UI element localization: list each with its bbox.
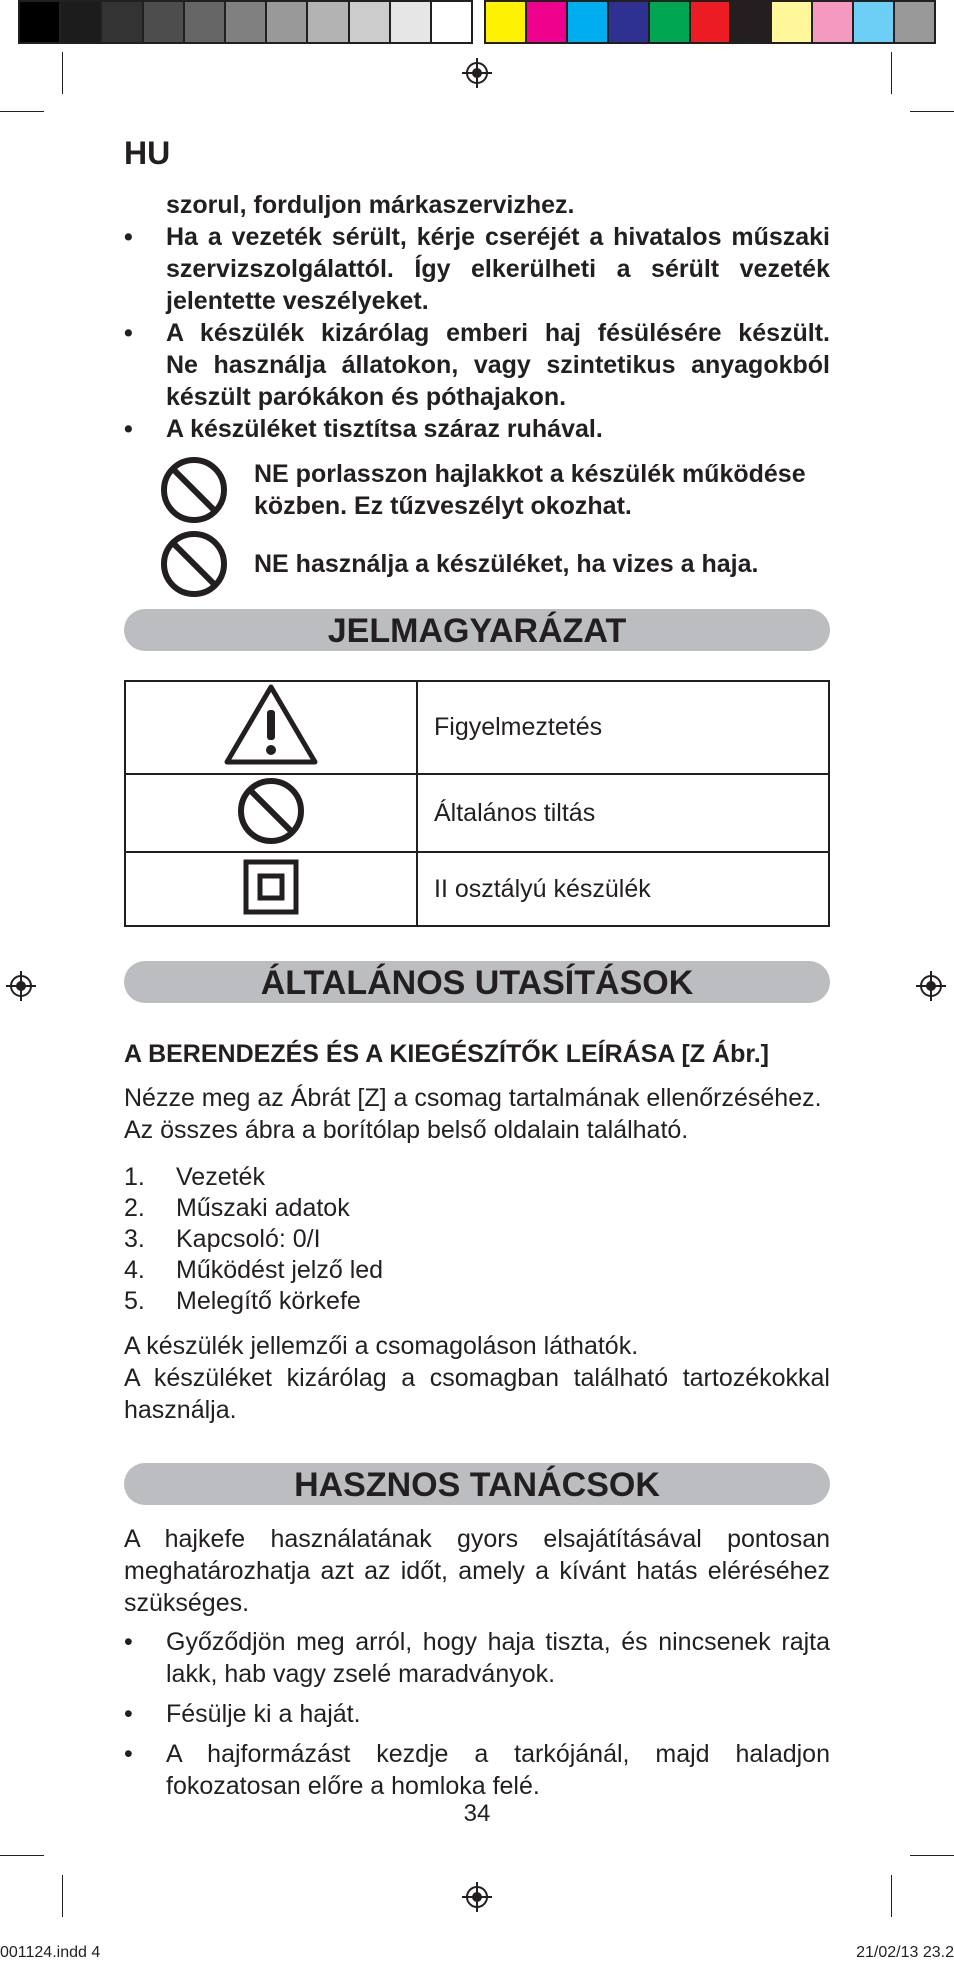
note-line: A készüléket kizárólag a csomagban található tartozékokkal használja. — [124, 1364, 830, 1424]
prohibition-icon — [237, 777, 305, 845]
section-title-general: ÁLTALÁNOS UTASÍTÁSOK — [124, 961, 830, 1003]
note-line: A készülék jellemzői a csomagoláson láthatók. — [124, 1332, 639, 1360]
color-swatch — [350, 2, 391, 42]
list-item: 3. Kapcsoló: 0/I — [124, 1225, 321, 1253]
class-ii-double-square-icon — [243, 859, 299, 915]
language-code: HU — [124, 135, 171, 171]
safety-text — [124, 189, 830, 445]
color-swatch — [650, 2, 691, 42]
tips-list — [124, 1626, 830, 1810]
list-item: • Fésülje ki a haját. — [124, 1700, 361, 1728]
list-item: • Győződjön meg arról, hogy haja tiszta, és nincsenek rajta lakk, hab vagy zselé maradványok. — [124, 1628, 830, 1688]
registration-mark-icon — [6, 971, 36, 1001]
list-item: 5. Melegítő körkefe — [124, 1287, 361, 1315]
section-title-tips: HASZNOS TANÁCSOK — [124, 1463, 830, 1505]
color-swatch — [308, 2, 349, 42]
crop-mark — [0, 111, 44, 112]
continuation-line: szorul, forduljon márkaszervizhez. — [166, 191, 575, 219]
crop-mark — [910, 111, 954, 112]
bullet-icon: • — [124, 319, 133, 347]
bullet-icon: • — [124, 1740, 133, 1768]
notes — [124, 1330, 830, 1426]
color-swatch — [144, 2, 185, 42]
color-swatch — [267, 2, 308, 42]
list-item: 4. Működést jelző led — [124, 1256, 384, 1284]
bullet-icon: • — [124, 223, 133, 251]
gray-color-bar — [18, 0, 473, 44]
warning-line: NE porlasszon hajlakkot a készülék működése — [254, 460, 806, 488]
list-item — [124, 413, 830, 445]
crop-mark — [0, 1855, 44, 1856]
page-number: 34 — [463, 1800, 491, 1827]
list-item: 1. Vezeték — [124, 1163, 265, 1191]
registration-mark-icon — [916, 971, 946, 1001]
table-cell-label: Általános tiltás — [417, 774, 829, 852]
line: A készülék kizárólag emberi haj fésülésére készült. — [166, 319, 830, 347]
table-cell-icon — [125, 681, 417, 774]
parts-list — [124, 1162, 830, 1317]
table-row — [125, 681, 829, 774]
registration-mark-icon — [462, 58, 492, 88]
color-swatch — [391, 2, 432, 42]
warning-line: közben. Ez tűzveszélyt okozhat. — [254, 492, 632, 520]
color-swatch — [609, 2, 650, 42]
parts-intro — [124, 1082, 830, 1146]
bullet-icon: • — [124, 1628, 133, 1656]
footer-date: 21/02/13 23.2 — [856, 1944, 954, 1961]
bullet-icon: • — [124, 415, 133, 443]
crop-mark — [891, 1875, 892, 1917]
tips-intro: A hajkefe használatának gyors elsajátításával pontosan meghatározhatja azt az időt, amely a kívánt hatás eléréséhez szükséges. — [124, 1525, 830, 1617]
table-cell-label: Figyelmeztetés — [417, 681, 829, 774]
list-item: 2. Műszaki adatok — [124, 1194, 350, 1222]
crop-mark — [910, 1855, 954, 1856]
list-item: • A hajformázást kezdje a tarkójánál, majd haladjon fokozatosan előre a homloka felé. — [124, 1740, 830, 1800]
line: jelentette veszélyeket. — [166, 287, 429, 315]
registration-mark-icon — [462, 1882, 492, 1912]
crop-mark — [62, 1875, 63, 1917]
table-cell-icon — [125, 852, 417, 926]
crop-mark — [891, 52, 892, 94]
warning-wet-hair — [160, 530, 830, 600]
subheading-parts: A BERENDEZÉS ÉS A KIEGÉSZÍTŐK LEÍRÁSA [Z Ábr.] — [124, 1040, 769, 1068]
line: Az összes ábra a borítólap belső oldalain található. — [124, 1116, 689, 1144]
color-swatch — [185, 2, 226, 42]
color-swatch — [731, 2, 772, 42]
legend-table — [124, 680, 830, 927]
prohibition-icon — [160, 530, 228, 598]
line: A készüléket tisztítsa száraz ruhával. — [166, 415, 603, 443]
list-item — [124, 317, 830, 413]
color-swatch — [102, 2, 143, 42]
color-swatch — [432, 2, 471, 42]
footer-filename: 001124.indd 4 — [0, 1944, 101, 1961]
line: szervizszolgálattól. Így elkerülheti a sérült vezeték — [166, 255, 830, 283]
line: Ne használja állatokon, vagy szintetikus anyagokból — [166, 351, 830, 379]
color-swatch — [20, 2, 61, 42]
line: készült parókákon és póthajakon. — [166, 383, 567, 411]
crop-mark — [62, 52, 63, 94]
color-swatch — [895, 2, 934, 42]
color-swatch — [691, 2, 732, 42]
color-swatch — [226, 2, 267, 42]
color-swatch — [486, 2, 527, 42]
bullet-icon: • — [124, 1700, 133, 1728]
line: Ha a vezeték sérült, kérje cseréjét a hivatalos műszaki — [166, 223, 830, 251]
warning-hairspray — [160, 456, 830, 526]
prohibition-icon — [160, 456, 228, 524]
table-row — [125, 852, 829, 926]
list-item — [124, 221, 830, 317]
color-swatch — [813, 2, 854, 42]
cmyk-color-bar — [484, 0, 936, 44]
table-cell-label: II osztályú készülék — [417, 852, 829, 926]
color-swatch — [61, 2, 102, 42]
color-swatch — [772, 2, 813, 42]
warning-triangle-icon — [222, 682, 320, 768]
table-row — [125, 774, 829, 852]
line: Nézze meg az Ábrát [Z] a csomag tartalmának ellenőrzéséhez. — [124, 1084, 822, 1112]
warning-line: NE használja a készüléket, ha vizes a haja. — [254, 550, 759, 578]
color-swatch — [568, 2, 609, 42]
section-title-legend: JELMAGYARÁZAT — [124, 609, 830, 651]
color-swatch — [527, 2, 568, 42]
color-swatch — [854, 2, 895, 42]
table-cell-icon — [125, 774, 417, 852]
